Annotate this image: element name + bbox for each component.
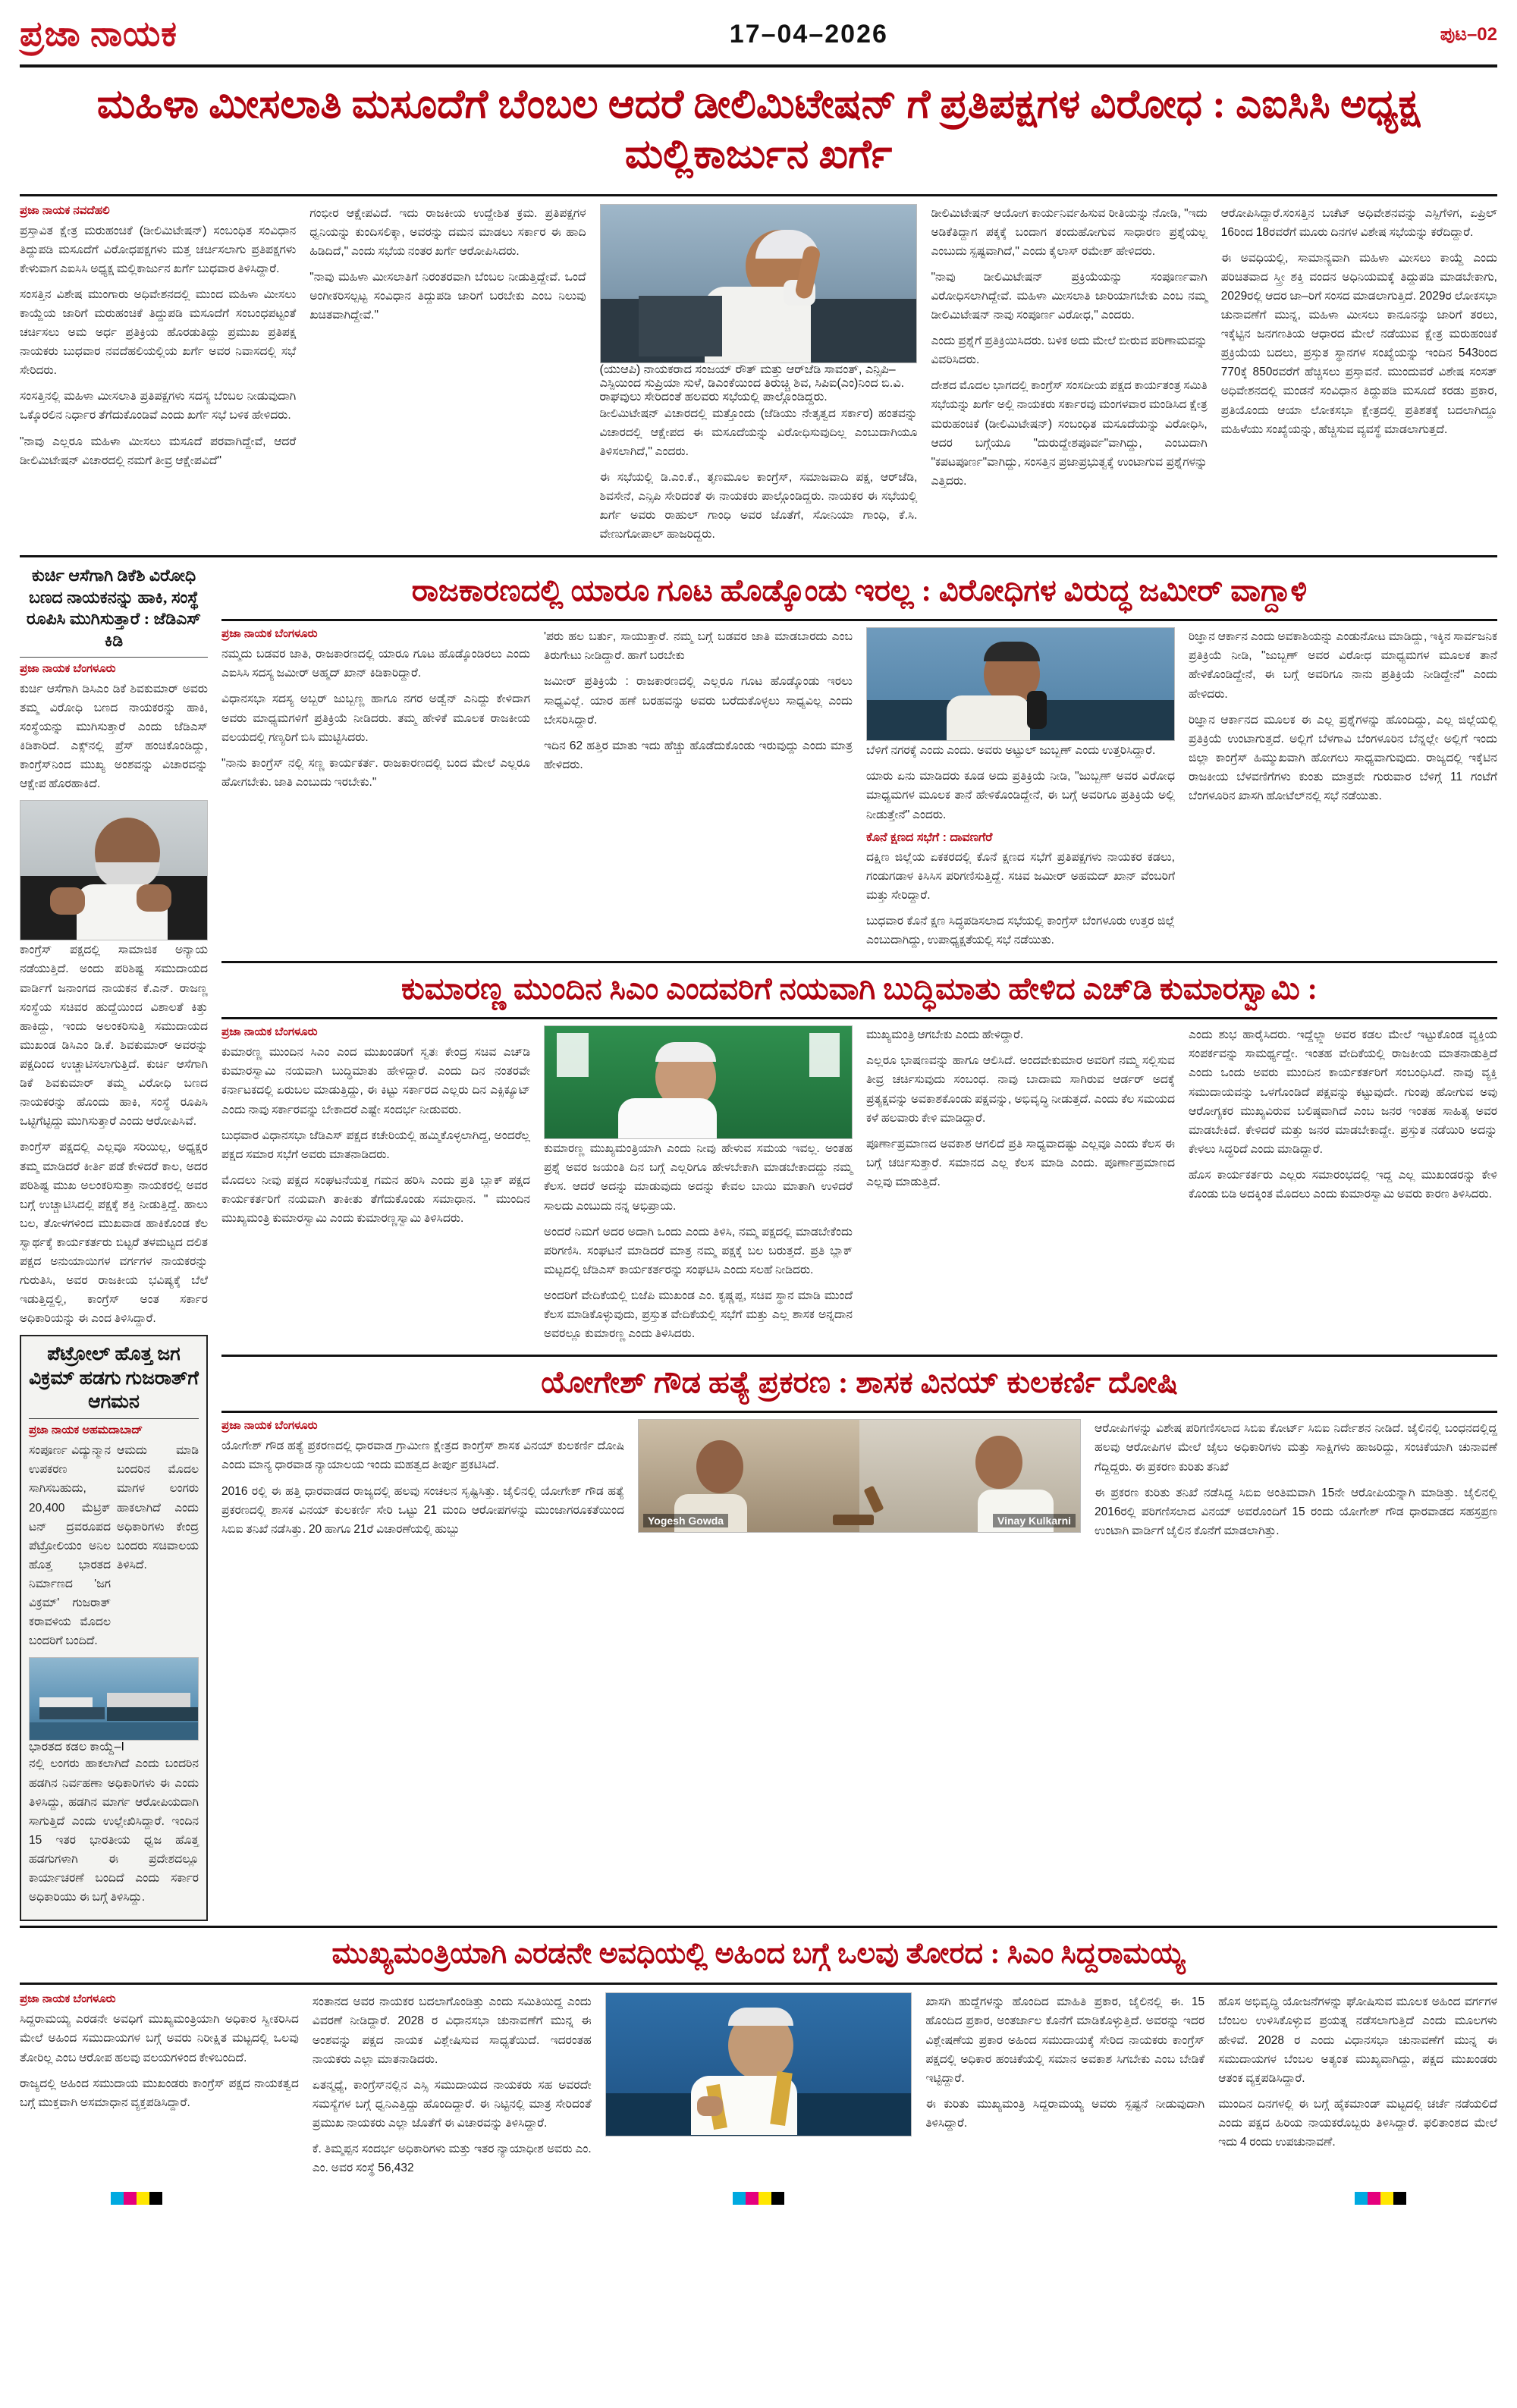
cyan-swatch <box>111 2192 124 2205</box>
divider <box>221 619 1497 621</box>
divider <box>29 1418 199 1419</box>
swatch-group-right <box>1355 2192 1406 2205</box>
zameer-headline: ರಾಜಕಾರಣದಲ್ಲಿ ಯಾರೂ ಗೂಟ ಹೊಡ್ಕೊಂಡು ಇರಲ್ಲ : ವಿರೋಧಿಗಳ ವಿರುದ್ಧ ಜಮೀರ್ ವಾಗ್ದಾಳಿ <box>411 573 1308 608</box>
black-swatch <box>771 2192 784 2205</box>
paragraph: ಕಾಂಗ್ರೆಸ್ ಪಕ್ಷದಲ್ಲಿ ಸಾಮಾಜಿಕ ಅನ್ಯಾಯ ನಡೆಯುತ್ತಿದೆ. ಅಂದು ಪರಿಶಿಷ್ಟ ಸಮುದಾಯದ ವಾರ್ಡಿಗೆ ಜನಾಂಗದ ನಾಯಕನ ಕೆ.ಎನ್. ರಾಜಣ್ಣ ಸಂಸ್ಥೆಯ ಸಚಿವರ ಹುದ್ದೆಯಿಂದ ವಿಶಾಲತೆ ಕಿತ್ತು ಹಾಕಿದ್ದು, ಇಂದು ಅಲಂಕರಿಸುತ್ತಿ ಸಮುದಾಯದ ಮುಖಂಡ ಡಿಸಿಎಂ ಡಿ.ಕೆ. ಶಿವಕುಮಾರ್ ಅವರನ್ನು ಪಕ್ಷದಿಂದ ಉಚ್ಚಾಟಿಸಲಾಗುತ್ತಿದೆ. ಕುರ್ಚಿ ಆಸೆಗಾಗಿ ಡಿಕೆ ಶಿವಕುಮಾರ್ ತಮ್ಮ ವಿರೋಧಿ ಬಣದ ನಾಯಕರನ್ನು ಹೊಂದು ಹಾಕಿ, ಸಂಸ್ಥೆ ರೂಪಿಸಿ ಒಟ್ಟಿಗೆಟ್ಟಿದ್ದು ಮುಗಿಸುತ್ತಾರೆ ಎಂದು ಆರೋಪಿಸಿವೆ. <box>20 943 208 1129</box>
yellow-swatch <box>758 2192 771 2205</box>
paragraph: ಆರೋಪಿಸಿದ್ದಾರೆ.ಸಂಸತ್ತಿನ ಬಚೆಟ್ ಅಧಿವೇಶನವನ್ನು ಎಸ್ಪಿಗೆಳಿಗ, ಏಪ್ರಿಲ್ 16ರಿಂದ 18ರವರೆಗೆ ಮೂರು ದಿನಗಳ ವಿಶೇಷ ಸಭೆಯನ್ನು ಕರೆದಿದ್ದಾರೆ. <box>1220 206 1497 239</box>
paragraph: ಪೂರ್ಣಾಪ್ರಮಾಣದ ಅವಕಾಶ ಆಗಲಿದೆ ಪ್ರತಿ ಸಾಧ್ಯವಾದಷ್ಟು ಎಲ್ಲವೂ ಎಂದು ಕೆಲಸ ಈ ಬಗ್ಗೆ ಚರ್ಚಿಸುತ್ತಾರೆ. ಸಮಾನದ ಎಲ್ಲ ಕೆಲಸ ಮಾಡಿ ಎಂದು. ಪೂರ್ಣಾಪ್ರಮಾಣದ ಎಲ್ಲವು ಮಾಡುತ್ತಿದೆ. <box>866 1137 1175 1189</box>
siddaramaiah-photo <box>605 1992 912 2136</box>
ship-photo <box>29 1657 199 1741</box>
cm-column-5 <box>1218 1992 1497 2184</box>
kumaraswamy-photo <box>544 1025 853 1139</box>
divider <box>20 1983 1497 1985</box>
divider <box>20 555 1497 557</box>
paragraph: ಹೊಸ ಕಾರ್ಯಕರ್ತರು ಎಲ್ಲರು ಸಮಾರಂಭದಲ್ಲಿ ಇದ್ದ ಎಲ್ಲ ಮುಖಂಡರನ್ನು ಕೇಳಿ ಕೊಂಡು ಬಿಡಿ ಅದಕ್ಕಿಂತ ಮೊದಲು ಎಂದು ಕುಮಾರಸ್ವಾಮಿ ಅವರು ಕಾರಣ ತಿಳಿಸಿದರು. <box>1189 1169 1497 1201</box>
magenta-swatch <box>746 2192 758 2205</box>
black-swatch <box>1393 2192 1406 2205</box>
hdk-story <box>221 1025 1497 1350</box>
paragraph: ಈ ಕುರಿತು ಮುಖ್ಯಮಂತ್ರಿ ಸಿದ್ದರಾಮಯ್ಯ ಅವರು ಸ್ಪಷ್ಟನೆ ನೀಡುವುದಾಗಿ ತಿಳಿಸಿದ್ದಾರೆ. <box>925 2097 1205 2130</box>
paragraph: ಇದಿನ 62 ಹತ್ತಿರ ಮಾತು ಇದು ಹೆಚ್ಚು ಹೊಡೆದುಕೊಂಡು ಇರುವುದ್ದು ಎಂದು ಮಾತ್ರ ಹೇಳಿದರು. <box>544 739 853 771</box>
paragraph: "ನಾವು ಮಹಿಳಾ ಮೀಸಲಾತಿಗೆ ನಿರಂತರವಾಗಿ ಬೆಂಬಲ ನೀಡುತ್ತಿದ್ದೇವೆ. ಒಂದೆ ಅಂಗೀಕರಿಸಲ್ಪಟ್ಟ ಸಂವಿಧಾನ ತಿದ್ದುಪಡಿ ಜಾರಿಗೆ ಬರಬೇಕು ಎಂಬ ನಿಲುವು ಖಚಿತವಾಗಿದ್ದೇವೆ." <box>309 270 586 322</box>
paragraph: ಮುಖ್ಯಮಂತ್ರಿ ಆಗಬೇಕು ಎಂದು ಹೇಳಿದ್ದಾರೆ. <box>866 1028 1024 1042</box>
cm-column-1 <box>20 1992 299 2184</box>
paragraph: ಕುಮಾರಣ್ಣ ಮುಖ್ಯಮಂತ್ರಿಯಾಗಿ ಎಂದು ನೀವು ಹೇಳುವ ಸಮಯ ಇವಲ್ಲ. ಅಂತಹ ಪ್ರಶ್ನೆ ಅವರ ಜಯಂತಿ ದಿನ ಬಗ್ಗೆ ಎಲ್ಲರಿಗೂ ಹೇಳಬೇಕಾಗಿ ಮಾಡಬೇಕಾದದ್ದು ನಮ್ಮ ಕೆಲಸ. ಆದರೆ ಅದನ್ನು ಮಾಡುವುದು ಅದನ್ನು ಕೇವಲ ಬಾಯಿ ಮಾತಾಗಿ ಉಳಿದರೆ ಸಾಲದು ಎಂಬುದು ನನ್ನ ಅಭಿಪ್ರಾಯ. <box>544 1142 853 1213</box>
right-area <box>221 565 1497 1921</box>
kharge-photo <box>600 204 918 363</box>
byline: ಪ್ರಜಾ ನಾಯಕ ನವದೆಹಲಿ <box>20 203 110 217</box>
lead-column-2 <box>309 204 586 551</box>
divider <box>20 194 1497 196</box>
byline: ಪ್ರಜಾ ನಾಯಕ ಬೆಂಗಳೂರು <box>221 1025 318 1039</box>
zameer-column-4 <box>1189 627 1497 956</box>
subheading: ಕೊನೆ ಕ್ಷಣದ ಸಭೆಗೆ : ದಾವಣಗೆರೆ <box>866 830 993 844</box>
yogesh-column-1 <box>221 1419 624 1547</box>
hdk-column-1 <box>221 1025 530 1350</box>
paragraph: ಕೆ. ತಿಮ್ಮಪ್ಪನ ಸಂದರ್ಭ ಅಧಿಕಾರಿಗಳು ಮತ್ತು ಇತರ ನ್ಯಾಯಾಧೀಶ ಅವರು ಎಂ. ಎಂ. ಅವರ ಸಂಸ್ಥೆ 56,432 <box>312 2143 592 2175</box>
cm-story <box>20 1992 1497 2184</box>
issue-date: 17–04–2026 <box>729 20 888 49</box>
zameer-column-2 <box>544 627 853 956</box>
paragraph: ಡೀಲಿಮಿಟೇಷನ್ ವಿಚಾರದಲ್ಲಿ ಮತ್ತೊಂದು (ಜೆಡಿಯು ನೇತೃತ್ವದ ಸರ್ಕಾರ) ಹಂತವನ್ನು ವಿಚಾರದಲ್ಲಿ ಆಕ್ಷೇಪದ ಈ ಮಸೂದೆಯನ್ನು ವಿರೋಧಿಸುವುದಿಲ್ಲ ಎಂಬುದಾಗಿಯೂ ತಿಳಿಸಲಾಗಿದೆ," ಎಂದರು. <box>599 407 918 458</box>
byline: ಪ್ರಜಾ ನಾಯಕ ಬೆಂಗಳೂರು <box>20 1992 116 2006</box>
cm-column-3-photo <box>605 1992 912 2184</box>
lead-column-4 <box>931 204 1207 551</box>
yellow-swatch <box>137 2192 149 2205</box>
swatch-group-left <box>111 2192 162 2205</box>
paragraph: ಎಂದು ಶುಭ ಹಾರೈಸಿದರು. ಇದ್ದೆಲ್ಲ್ಲಾ ಅವರ ಕಡಲ ಮೇಲೆ ಇಟ್ಟುಕೊಂಡ ವ್ಯಕ್ತಿಯ ಸಂಪರ್ಕವನ್ನು ಸಾಮರ್ಥ್ಯದ್ದೇ. ಇಂತಹ ವೇದಿಕೆಯಲ್ಲಿ ರಾಜಕೀಯ ಮಾತನಾಡುತ್ತಿದೆ ಎಂದು ಒಂದು ಅವರು ಮುಂದಿನ ಕಾರ್ಯಕರ್ತರಿಗೆ ಸಂಬಂಧಿಸಿದೆ. ನಾವು ವ್ಯಕ್ತಿ ಸಮುದಾಯವನ್ನು ಒಳಗೊಂಡಿದೆ ಪಕ್ಷವನ್ನು ಕಟ್ಟುವುದೇ. ಗುಂಪು ಹೋಗುವ ಅವು ಆರೋಗ್ಯಕರ ಮುಖ್ಯವಿರುವ ಬಲಿಷ್ಠವಾಗಿದೆ ಎಂಬ ಜನರ ಇಂತಹ ಸಾಹಿತ್ಯ ಅವರ ಮಾಡಬೇಕಿದೆ. ಕೇಳಿದರೆ ಮತ್ತು ಜನರ ಮಾಡಬೇಕಾದ್ದೇ. ಪ್ರಸ್ತುತ ನಡೆಯಿರಿ ಅದನ್ನು ಕೇಳಲು ಸಿದ್ಧರಿದೆ ಎಂದು ಮಾಡಿದ್ದಾರೆ. <box>1189 1028 1497 1156</box>
lead-story <box>20 204 1497 551</box>
photo-name-tag: Yogesh Gowda <box>643 1514 728 1527</box>
zameer-column-1 <box>221 627 530 956</box>
paragraph: ಹೊಸ ಅಭಿವೃದ್ಧಿ ಯೋಜನೆಗಳನ್ನು ಘೋಷಿಸುವ ಮೂಲಕ ಅಹಿಂದ ವರ್ಗಗಳ ಬೆಂಬಲ ಉಳಿಸಿಕೊಳ್ಳುವ ಪ್ರಯತ್ನ ನಡೆಸಲಾಗುತ್ತಿದೆ ಎಂದು ಮೂಲಗಳು ಹೇಳಿವೆ. 2028 ರ ಎಂದು ವಿಧಾನಸಭಾ ಚುನಾವಣೆಗೆ ಮುನ್ನ ಈ ಸಮುದಾಯಗಳ ಬೆಂಬಲ ಅತ್ಯಂತ ಮುಖ್ಯವಾಗಿದ್ದು, ಪಕ್ಷದ ಮುಖಂಡರು ಆತಂಕ ವ್ಯಕ್ತಪಡಿಸಿದ್ದಾರೆ. <box>1218 1995 1497 2085</box>
yogesh-headline: ಯೋಗೇಶ್ ಗೌಡ ಹತ್ಯೆ ಪ್ರಕರಣ : ಶಾಸಕ ವಿನಯ್ ಕುಲಕರ್ಣಿ ದೋಷಿ <box>541 1365 1178 1400</box>
byline: ಪ್ರಜಾ ನಾಯಕ ಅಹಮದಾಬಾದ್ <box>29 1424 143 1437</box>
yogesh-column-3 <box>1095 1419 1497 1547</box>
paragraph: ಈ ಅವಧಿಯಲ್ಲಿ, ಸಾಮಾನ್ಯವಾಗಿ ಮಹಿಳಾ ಮೀಸಲು ಕಾಯ್ದೆ ಎಂದು ಪರಿಚಿತವಾದ ಸ್ತ್ರೀ ಶಕ್ತಿ ವಂದನ ಅಧಿನಿಯಮಕ್ಕೆ ತಿದ್ದುಪಡಿ ಮಾಡಬೇಕಾಗು, 2029ರಲ್ಲಿ ಆದರ ಜಾ–ರಿಗೆ ಸಂಸದ ಮಾಡಲಾಗುತ್ತಿದೆ. 2029ರ ಲೋಕಸಭಾ ಚುನಾವಣೆಗೆ ಮುನ್ನ, ಮಹಿಳಾ ಮೀಸಲು ಕಾನೂನನ್ನು ಜಾರಿಗೆ ತರಲು, ಇಕ್ಕೆಟ್ಟಿನ ಜನಗಣತಿಯ ಆಧಾರದ ಮೇಲೆ ನಡೆಯುವ ಕ್ಷೇತ್ರ ಮರುಹಂಚಿಕೆ ಪ್ರಕ್ರಿಯೆಯ ಬದಲು, ಪ್ರಸ್ತುತ ಸ್ಥಾನಗಳ ಸಂಖ್ಯೆಯನ್ನು ಇಂದಿನ 543ರಿಂದ 770ಕ್ಕೆ 850ರವರೆಗೆ ಹೆಚ್ಚಿಸಲು ಪ್ರಸ್ತಾವನೆ. ಮುಂದುವರೆ ವಿಶೇಷ ಸಂಸತ್ ಅಧಿವೇಶನದಲ್ಲಿ ಮಂಡನೆ ಸಂವಿಧಾನ ತಿದ್ದುಪಡಿ ಮಸೂದೆ ಕರಡು ಪ್ರಕಾರ, ಪ್ರತಿಯೊಂದು ಆಯಾ ಲೋಕಸಭಾ ಕ್ಷೇತ್ರದಲ್ಲಿ ಪ್ರತಿಶತಕ್ಕೆ ಬದಲಾಗಿದ್ದೂ ಮಹಿಳೆಯು ಸಂಖ್ಯೆಯನ್ನು, ಹೆಚ್ಚಿಸುವ ವ್ಯವಸ್ಥೆ ಮಾಡಲಾಗುತ್ತದೆ. <box>1220 251 1497 436</box>
paragraph: ಕುಮಾರಣ್ಣ ಮುಂದಿನ ಸಿಎಂ ಎಂದ ಮುಖಂಡರಿಗೆ ಸ್ವತಃ ಕೇಂದ್ರ ಸಚಿವ ಎಚ್‌ಡಿ ಕುಮಾರಸ್ವಾಮಿ ನಯವಾಗಿ ಬುದ್ಧಿಮಾತು ಹೇಳಿದ್ದಾರೆ. ಎಂದು ದಿನ ನಂತರವೇ ಕರ್ನಾಟಕದಲ್ಲಿ ಏರುಬಲ ಮಾಡುತ್ತಿದ್ದು, ಈ ಕಿಟ್ಟು ಸರ್ಕಾರದ ಎಲ್ಲರು ದಿನ ಎಕ್ಸಿಕ್ಯೂಟ್ ಎಂದು ನಾವು ಸರ್ಕಾರವನ್ನು ಬೇಕಾದರೆ ಎಷ್ಟೇ ಸಂದರ್ಭ ನೀಡುವರು. <box>221 1046 530 1116</box>
paragraph: ವಿಧಾನಸಭಾ ಸದಸ್ಯ ಅಬ್ಬರ್ ಜುಬ್ಬಣ್ಣ ಹಾಗೂ ನಗರ ಅಡ್ವೆನ್ ಎನಿದ್ದು ಕೇಳಿದಾಗ ಅವರು ಮಾಧ್ಯಮಗಳಿಗೆ ಪ್ರತಿಕ್ರಿಯೆ ನೀಡಿದರು. ತಮ್ಮ ಹೇಳಿಕೆ ಮೂಲಕ ರಾಜಕೀಯ ವಲಯದಲ್ಲಿ ಗಣ್ಯರಿಗೆ ಬಿಸಿ ಮುಟ್ಟಿಸಿದರು. <box>221 692 530 744</box>
paragraph: ಜಮೀರ್ ಪ್ರತಿಕ್ರಿಯೆ : ರಾಜಕಾರಣದಲ್ಲಿ ಎಲ್ಲರೂ ಗೂಟ ಹೊಡ್ಕೊಂಡು ಇರಲು ಸಾಧ್ಯವಿಲ್ಲೆ. ಯಾರ ಹಣೆ ಬರಹವನ್ನು ಅವರು ಬರೆದುಕೊಳ್ಳಲು ಸಾಧ್ಯವಿಲ್ಲ ಎಂದು ಬೇಸರಿಸಿದ್ದಾರೆ. <box>544 675 853 727</box>
lead-column-5 <box>1221 204 1497 551</box>
lead-column-3-photo <box>600 204 918 551</box>
paragraph: ದಕ್ಷಿಣ ಜಿಲ್ಲೆಯ ಏಕಕರದಲ್ಲಿ ಕೊನೆ ಕ್ಷಣದ ಸಭೆಗೆ ಪ್ರತಿಪಕ್ಷಗಳು ನಾಯಕರ ಕಡಲು, ಗಂಡುಗಡಾಳ ಕಿಸಿಸಿಸ ಪರಿಗಣಿಸುತ್ತಿದ್ದೆ. ಸಚಿವ ಜಮೀರ್ ಅಹಮದ್ ಖಾನ್ ವೆಂಬರಿಗೆ ಮತ್ತು ಸೇರಿದ್ದಾರೆ. <box>866 850 1175 902</box>
byline: ಪ್ರಜಾ ನಾಯಕ ಬೆಂಗಳೂರು <box>221 1419 318 1433</box>
paragraph: ಯಾರು ಏನು ಮಾಡಿದರು ಕೂಡ ಅದು ಪ್ರತಿಕ್ರಿಯೆ ನೀಡಿ, "ಜುಬ್ಬಣ್ ಅವರ ವಿರೋಧ ಮಾಧ್ಯಮಗಳ ಮೂಲಕ ತಾನೆ ಹೇಳಿಕೊಂಡಿದ್ದೇನೆ, ಈ ಬಗ್ಗೆ ಅವರಿಗೂ ಪ್ರತಿಕ್ರಿಯೆ ಅಲ್ಲಿ ನೀಡುತ್ತೇನೆ" ಎಂದರು. <box>866 770 1175 821</box>
page-number: ಪುಟ–02 <box>1440 24 1497 45</box>
paragraph: ಈ ಸಭೆಯಲ್ಲಿ ಡಿ.ಎಂ.ಕೆ., ತೃಣಮೂಲ ಕಾಂಗ್ರೆಸ್, ಸಮಾಜವಾದಿ ಪಕ್ಷ, ಆರ್‌ಜೆಡಿ, ಶಿವಸೇನೆ, ಎನ್ಸಿಪಿ ಸೇರಿದಂತೆ ಈ ನಾಯಕರು ಪಾಲ್ಗೊಂಡಿದ್ದರು. ನಾಯಕರ ಈ ಸಭೆಯಲ್ಲಿ ಖರ್ಗೆ ಅವರು ರಾಹುಲ್ ಗಾಂಧಿ ಅವರ ಜೊತೆಗೆ, ಸೋನಿಯಾ ಗಾಂಧಿ, ಕೆ.ಸಿ. ವೇಣುಗೋಪಾಲ್ ಹಾಜರಿದ್ದರು. <box>599 470 918 542</box>
paragraph: ಎಲ್ಲರೂ ಭಾಷಣವನ್ನು ಹಾಗೂ ಆಲಿಸಿದೆ. ಅಂದವೇಕುಮಾರ ಅವರಿಗೆ ನಮ್ಮ ಸಲ್ಲಿಸುವ ತೀವ್ರ ಚರ್ಚಿಸುವುದು ಸಂಬಂಧ. ನಾವು ಬಾದಾಮ ಸಾಗಿರುವ ಆರ್ಡರ್ ಅದಕ್ಕೆ ಪ್ರತ್ಯಕ್ಷವನ್ನು ಅವಕಾಶಕೊಂಡು ಪಕ್ಷವನ್ನು, ಅಭಿವೃದ್ಧಿ ನೀಡುತ್ತದೆ. ಎಂದು ಕೆಲ ಸಮಯದ ಕಳೆ ಹಲವಾರು ಕೇಳಿ ಮಾಡಿದ್ದಾರೆ. <box>866 1054 1175 1125</box>
paragraph: ಸಂಸತ್ತಿನಲ್ಲಿ ಮಹಿಳಾ ಮೀಸಲಾತಿ ಪ್ರತಿಪಕ್ಷಗಳು ಸದಸ್ಯ ಬೆಂಬಲ ನೀಡುವುದಾಗಿ ಒಕ್ಕೊರಲಿನ ನಿರ್ಧಾರ ತೆಗೆದುಕೊಂಡಿವೆ ಎಂದು ಖರ್ಗೆ ಸಭೆ ಬಳಿಕ ಹೇಳಿದರು. <box>20 390 297 422</box>
paragraph: ಪ್ರಸ್ತಾವಿತ ಕ್ಷೇತ್ರ ಮರುಹಂಚಿಕೆ (ಡೀಲಿಮಿಟೇಷನ್) ಸಂಬಂಧಿತ ಸಂವಿಧಾನ ತಿದ್ದುಪಡಿ ಮಸೂದೆಗೆ ವಿರೋಧಪಕ್ಷಗಳು ಮತ್ತ ಚರ್ಚಿಸಲಾಗು ಪ್ರತಿಪಕ್ಷಗಳು ಕೇಳುವಾಗ ಎಐಸಿಸಿ ಅಧ್ಯಕ್ಷ ಮಲ್ಲಿಕಾರ್ಜುನ ಖರ್ಗೆ ಬುಧವಾರ ತಿಳಿಸಿದ್ದಾರೆ. <box>20 224 297 275</box>
paragraph: ಸಂಪೂರ್ಣ ವಿದ್ಯುನ್ಮಾನ ಉಪಕರಣ ಸಾಗಿಸಬಹುದು, 20,400 ಮೆಟ್ರಿಕ್ ಟನ್ ದ್ರವರೂಪದ ಪೆಟ್ರೋಲಿಯಂ ಅನಿಲ ಹೊತ್ತ ಭಾರತದ ನಿರ್ಮಾಣದ 'ಜಗ ವಿಕ್ರಮ್' ಗುಜರಾತ್ ಕರಾವಳಿಯ ಮೊದಲ ಬಂದರಿಗೆ ಬಂದಿದೆ. <box>29 1444 111 1648</box>
paragraph: 'ಪರು ಹಲ ಬರ್ತು, ಸಾಯುತ್ತಾರೆ. ನಮ್ಮ ಬಗ್ಗೆ ಬಡವರ ಜಾತಿ ಮಾಡಬಾರದು ಎಂಬ ತಿರುಗೇಟು ನೀಡಿದ್ದಾರೆ. ಹಾಗೆ ಬರಬೇಕು <box>544 630 853 663</box>
magenta-swatch <box>124 2192 137 2205</box>
divider <box>221 1411 1497 1413</box>
paragraph: ಆಮದು ಮಾಡಿ ಬಂದರಿನ ಮೊದಲ ಮಾಗಳ ಲಂಗರು ಹಾಕಲಾಗಿದೆ ಎಂದು ಅಧಿಕಾರಿಗಳು ಕೇಂದ್ರ ಬಂದರು ಸಚಿವಾಲಯ ತಿಳಿಸಿದೆ. <box>117 1444 199 1571</box>
photo-caption: (ಯುಆಪಿ) ನಾಯಕರಾದ ಸಂಜಯ್ ರೌತ್ ಮತ್ತು ಆರ್‌ಜೆಡಿ ಸಾವಂತ್, ಎನ್ಸಿಪಿ–ಎಸ್ಪಿಯಿಂದ ಸುಪ್ರಿಯಾ ಸುಳೆ, ಡಿಎಂಕೆಯಿಂದ ತಿರುಚ್ಚಿ ಶಿವ, ಸಿಪಿಐ(ಎಂ)ನಿಂದ ಬಿ.ವಿ. ರಾಘವುಲು ಸೇರಿದಂತೆ ಹಲವರು ಸಭೆಯಲ್ಲಿ ಪಾಲ್ಗೊಂಡಿದ್ದರು. <box>599 363 905 403</box>
hdk-column-3 <box>866 1025 1175 1350</box>
paragraph: ಅಂದರೆ ನಿಮಗೆ ಅದರ ಅದಾಗಿ ಒಂದು ಎಂದು ತಿಳಿಸಿ, ನಮ್ಮ ಪಕ್ಷದಲ್ಲಿ ಮಾಡಬೇಕೆಂದು ಪರಿಗಣಿಸಿ. ಸಂಘಟನೆ ಮಾಡಿದರೆ ಮಾತ್ರ ನಮ್ಮ ಪಕ್ಷಕ್ಕೆ ಬಲ ಬರುತ್ತದೆ. ಪ್ರತಿ ಬ್ಲಾಕ್ ಮಟ್ಟದಲ್ಲಿ ಜೆಡಿಎಸ್ ಕಾರ್ಯಕರ್ತರನ್ನು ಸಂಘಟಿಸಿ ಎಂದು ಸಲಹೆ ನೀಡಿದರು. <box>544 1225 853 1276</box>
byline: ಪ್ರಜಾ ನಾಯಕ ಬೆಂಗಳೂರು <box>221 627 318 641</box>
paragraph: ಖಾಸಗಿ ಹುದ್ದೆಗಳನ್ನು ಹೊಂದಿದ ಮಾಹಿತಿ ಪ್ರಕಾರ, ಜೈಲಿನಲ್ಲಿ ಈ. 15 ಹೊಂದಿದ ಪ್ರಕಾರ, ಅಂತರ್ಜಾಲ ಕೊನೆಗೆ ಮಾಡಿಕೊಳ್ಳುತ್ತಿದೆ. ಅವರನ್ನು ಇದರ ವಿಶ್ಲೇಷಣೆಯ ಪ್ರಕಾರ ಅಹಿಂದ ಸಮುದಾಯಕ್ಕೆ ಸೇರಿದ ನಾಯಕರು ಕಾಂಗ್ರೆಸ್ ಪಕ್ಷದಲ್ಲಿ ಅಧಿಕಾರ ಹಂಚಿಕೆಯಲ್ಲಿ ಸಮಾನ ಅವಕಾಶ ಸಿಗಬೇಕು ಎಂಬ ಬೇಡಿಕೆ ಇಟ್ಟಿದ್ದಾರೆ. <box>925 1995 1205 2085</box>
petrol-ship-box <box>20 1335 208 1921</box>
yogesh-vinay-photo <box>638 1419 1081 1533</box>
zameer-column-3 <box>866 627 1175 956</box>
dk-shivakumar-photo <box>20 800 208 940</box>
byline: ಪ್ರಜಾ ನಾಯಕ ಬೆಂಗಳೂರು <box>20 661 116 675</box>
newspaper-title: ಪ್ರಜಾ ನಾಯಕ <box>20 14 177 53</box>
paragraph: ರಾಜ್ಯದಲ್ಲಿ ಅಹಿಂದ ಸಮುದಾಯ ಮುಖಂಡರು ಕಾಂಗ್ರೆಸ್ ಪಕ್ಷದ ನಾಯಕತ್ವದ ಬಗ್ಗೆ ಮುಕ್ತವಾಗಿ ಅಸಮಾಧಾನ ವ್ಯಕ್ತಪಡಿಸಿದ್ದಾರೆ. <box>20 2077 299 2109</box>
paragraph: ನಮ್ಮದು ಬಡವರ ಜಾತಿ, ರಾಜಕಾರಣದಲ್ಲಿ ಯಾರೂ ಗೂಟ ಹೊಡ್ಕೊಂಡಿರಲು ಎಂದು ಎಐಸಿಸಿ ಸದಸ್ಯ ಜಮೀರ್ ಅಹ್ಮದ್ ಖಾನ್ ಕಿಡಿಕಾರಿದ್ದಾರೆ. <box>221 648 530 680</box>
paragraph: ರಿಜ್ಞಾನ ಆರ್ಕಾನದ ಮೂಲಕ ಈ ಎಲ್ಲ ಪ್ರಶ್ನೆಗಳನ್ನು ಹೊಂದಿದ್ದು, ಎಲ್ಲ ಜಿಲ್ಲೆಯಲ್ಲಿ ಪ್ರತಿಕ್ರಿಯೆ ಉಂಟಾಗುತ್ತದೆ. ಅಲ್ಲಿಗೆ ಬೆಳಗಾವಿ ಬೆಂಗಳೂರಿನ ಬೆನ್ನಲ್ಲೇ ಅಲ್ಲಿಗೆ ಇಂದು ಜಿಲ್ಲಾ ಕಾಂಗ್ರೆಸ್ ಹಿಮ್ಮುಖವಾಗಿ ಹೋಗಲು ಸಾಧ್ಯವಾಗುವುದು. ರಾಜ್ಯದಲ್ಲಿ ಇಕ್ಕೆಟಿನ ರಾಜಕೀಯ ಬೆಳವಣಿಗೆಗಳು ಕುಂತು ಮಾತ್ರವೇ ಗುರುವಾರ ಬೆಳಿಗ್ಗೆ 11 ಗಂಟೆಗೆ ಬೆಂಗಳೂರಿನ ಖಾಸಗಿ ಹೋಟೆಲ್‌ನಲ್ಲಿ ಸಭೆ ನಡೆಯಿತು. <box>1189 713 1497 803</box>
paragraph: ಸಿದ್ದರಾಮಯ್ಯ ಎರಡನೇ ಅವಧಿಗೆ ಮುಖ್ಯಮಂತ್ರಿಯಾಗಿ ಅಧಿಕಾರ ಸ್ವೀಕರಿಸಿದ ಮೇಲೆ ಅಹಿಂದ ಸಮುದಾಯಗಳ ಬಗ್ಗೆ ಅವರು ನಿರೀಕ್ಷಿತ ಮಟ್ಟದಲ್ಲಿ ಒಲವು ತೋರಿಲ್ಲ ಎಂಬ ಆರೋಪ ಹಲವು ವಲಯಗಳಿಂದ ಕೇಳಿಬಂದಿದೆ. <box>20 2013 299 2064</box>
paragraph: ಅಂದರಿಗೆ ವೇದಿಕೆಯಲ್ಲಿ ಬಿಜೆಪಿ ಮುಖಂಡ ಎಂ. ಕೃಷ್ಣಪ್ಪ, ಸಚಿವ ಸ್ಥಾನ ಮಾಡಿ ಮುಂದೆ ಕೆಲಸ ಮಾಡಿಕೊಳ್ಳುವುದು, ಪ್ರಸ್ತುತ ವೇದಿಕೆಯಲ್ಲಿ ಸಭೆಗೆ ಮತ್ತು ಎಲ್ಲ ಶಾಸಕ ಅನ್ನದಾನ ಅವರಲ್ಲೂ ಕುಮಾರಣ್ಣ ಎಂದು ತಿಳಿಸಿದರು. <box>544 1289 853 1341</box>
masthead <box>20 14 1497 67</box>
paragraph: ಈ ಪ್ರಕರಣ ಕುರಿತು ತನಿಖೆ ನಡೆಸಿದ್ದ ಸಿಬಿಐ ಅಂತಿಮವಾಗಿ 15ನೇ ಆರೋಪಿಯನ್ನಾಗಿ ಮಾಡಿತ್ತು. ಜೈಲಿನಲ್ಲಿ 2016ರಲ್ಲಿ ಪರಿಗಣಿಸಲಾದ ವಿನಯ್ ಅವರೊಂದಿಗೆ 15 ರಂದು ಯೋಗೇಶ್ ಗೌಡ ಧಾರವಾಡದ ಸಹಸ್ರಪ್ರಣ ಉಂಟಾಗಿ ವಾರ್ಡಿಗೆ ಜೈಲಿನ ಕೊನೆಗೆ ಮಾಡಲಾಗಿತ್ತು. <box>1095 1486 1497 1537</box>
lead-column-1 <box>20 204 296 551</box>
dks-kicker: ಕುರ್ಚಿ ಆಸೆಗಾಗಿ ಡಿಕೆಶಿ ವಿರೋಧಿ ಬಣದ ನಾಯಕನನ್ನು ಹಾಕಿ, ಸಂಸ್ಥೆ ರೂಪಿಸಿ ಮುಗಿಸುತ್ತಾರೆ : ಜೆಡಿಎಸ್ ಕಿಡಿ <box>26 566 202 651</box>
yogesh-column-2-photo <box>638 1419 1081 1547</box>
paragraph: ಕಾಂಗ್ರೆಸ್ ಪಕ್ಷದಲ್ಲಿ ಎಲ್ಲವೂ ಸರಿಯಿಲ್ಲ, ಅಧ್ಯಕ್ಷರ ತಮ್ಮ ಮಾಡಿದರೆ ಕೀರ್ತಿ ಪಡೆ ಕೇಳಿದರೆ ಕಾಲ, ಅದರ ಪರಿಶಿಷ್ಟ ಮುಖ ಅಲಂಕರಿಸುತ್ತಾ ನಾಯಕರಲ್ಲಿ ಅವರ ಬಗ್ಗೆ ಉಚ್ಚಾಟಿಸಿದಲ್ಲಿ ಪಕ್ಷಕ್ಕೆ ಶಕ್ತಿ ನೀಡುತ್ತಿದ್ದೆ. ಹಾಲು ಬಲ, ತೋಳಗಳಿಂದ ಮುಖವಾಡ ಹಾಕಿಕೊಂಡ ಕೆಲ ಸ್ವಾರ್ಥಕ್ಕೆ ಕಾರ್ಯಕರ್ತರು ಬಿಟ್ಟರೆ ತಳಮಟ್ಟದ ದಲಿತ ಪಕ್ಷದ ಅನುಯಾಯಿಗಳ ವರ್ಗಗಳ ನಾಯಕರನ್ನು ಗುರುತಿಸಿ, ಅವರ ರಾಜಕೀಯ ಭವಿಷ್ಯಕ್ಕೆ ಬೆಲೆ ಇಡುತ್ತಿದ್ದಲ್ಲಿ, ಕಾಂಗ್ರೆಸ್ ಅಂತ ಸರ್ಕಾರ ಅಧಿಕಾರಿಯನ್ನು ಈ ಎಂದ ತಿಳಿಸಿದ್ದಾರೆ. <box>20 1141 208 1326</box>
paragraph: ಸಂತಾನದ ಅವರ ನಾಯಕರ ಬದಲಾಗೊಂಡಿತ್ತು ಎಂದು ಸಮಿತಿಯಿದ್ದ ಎಂದು ವಿವರಣೆ ನೀಡಿದ್ದಾರೆ. 2028 ರ ವಿಧಾನಸಭಾ ಚುನಾವಣೆಗೆ ಮುನ್ನ ಈ ಅಂಶವನ್ನು ಪಕ್ಷದ ನಾಯಕ ವಿಶ್ಲೇಷಿಸುವ ಸಾಧ್ಯತೆಯಿದೆ. ಇದರಂತಹ ನಾಯಕರು ಎಲ್ಲಾ ಮಾತನಾಡಿದರು. <box>312 1995 592 2066</box>
mid-section <box>20 565 1497 1921</box>
zameer-story <box>221 627 1497 956</box>
hdk-headline: ಕುಮಾರಣ್ಣ ಮುಂದಿನ ಸಿಎಂ ಎಂದವರಿಗೆ ನಯವಾಗಿ ಬುದ್ಧಿಮಾತು ಹೇಳಿದ ಎಚ್‌ಡಿ ಕುಮಾರಸ್ವಾಮಿ : <box>401 972 1318 1006</box>
cm-column-4 <box>925 1992 1204 2184</box>
zameer-photo <box>866 627 1175 741</box>
hdk-column-2-photo <box>544 1025 853 1350</box>
yellow-swatch <box>1380 2192 1393 2205</box>
divider <box>221 1017 1497 1019</box>
paragraph: "ನಾವು ಡೀಲಿಮಿಟೇಷನ್ ಪ್ರಕ್ರಿಯೆಯನ್ನು ಸಂಪೂರ್ಣವಾಗಿ ವಿರೋಧಿಸಲಾಗಿದ್ದೇವೆ. ಮಹಿಳಾ ಮೀಸಲಾತಿ ಜಾರಿಯಾಗಬೇಕು ಎಂಬ ನಮ್ಮ ಡೀಲಿಮಿಟೇಷನ್ ನಾವು ಸಂಪೂರ್ಣ ವಿರೋಧ," ಎಂದರು. <box>931 270 1208 322</box>
paragraph: ಮುಂದಿನ ದಿನಗಳಲ್ಲಿ ಈ ಬಗ್ಗೆ ಹೈಕಮಾಂಡ್ ಮಟ್ಟದಲ್ಲಿ ಚರ್ಚೆ ನಡೆಯಲಿದೆ ಎಂದು ಪಕ್ಷದ ಹಿರಿಯ ನಾಯಕರೊಬ್ಬರು ತಿಳಿಸಿದ್ದಾರೆ. ಫಲಿತಾಂಶದ ಮೇಲೆ ಇದು 4 ರಂದು ಉಪಚುನಾವಣೆ. <box>1218 2097 1497 2149</box>
paragraph: ಸಂಸತ್ತಿನ ವಿಶೇಷ ಮುಂಗಾರು ಅಧಿವೇಶನದಲ್ಲಿ ಮುಂದ ಮಹಿಳಾ ಮೀಸಲು ಕಾಯ್ದೆಯ ಜಾರಿಗೆ ಮರುಹಂಚಿಕೆ ತಿದ್ದುಪಡಿ ಮಸೂದೆಗೆ ಸಂಬಂಧಪಟ್ಟಂತೆ ಚರ್ಚಿಸಲು ಅಮ ಅರ್ಧ ಪ್ರತಿಕ್ರಿಯ ಹೊರಡುತಿದ್ದು ಪ್ರಮುಖ ಪ್ರತಿಪಕ್ಷ ನಾಯಕರು ಬುಧವಾರ ನವದೆಹಲಿಯಲ್ಲಿಯ ಖರ್ಗೆ ಅವರ ನಿವಾಸದಲ್ಲಿ ಸಭೆ ಸೇರಿದರು. <box>20 287 297 378</box>
paragraph: ಆರೋಪಿಗಳನ್ನು ವಿಶೇಷ ಪರಿಗಣಿಸಲಾದ ಸಿಬಿಐ ಕೋರ್ಟ್ ಸಿಬಿಐ ನಿರ್ದೇಶನ ನೀಡಿದೆ. ಜೈಲಿನಲ್ಲಿ ಬಂಧನದಲ್ಲಿದ್ದ ಹಲವು ಆರೋಪಿಗಳ ಮೇಲೆ ಜೈಲು ಅಧಿಕಾರಿಗಳು ಮತ್ತು ಸಾಕ್ಷಿಗಳು ಹಾಜರಿದ್ದು, ಸಂಚಿಕೆಯಾಗಿ ಚುನಾವಣೆ ಗೆದ್ದಿದ್ದರು. ಈ ಪ್ರಕರಣ ಕುರಿತು ತನಿಖೆ <box>1095 1422 1497 1474</box>
paragraph: "ನಾವು ಎಲ್ಲರೂ ಮಹಿಳಾ ಮೀಸಲು ಮಸೂದೆ ಪರವಾಗಿದ್ದೇವೆ, ಆದರೆ ಡೀಲಿಮಿಟೇಷನ್ ವಿಚಾರದಲ್ಲಿ ನಮಗೆ ತೀವ್ರ ಆಕ್ಷೇಪವಿದೆ" <box>20 435 297 467</box>
photo-name-tag: Vinay Kulkarni <box>993 1514 1076 1527</box>
divider <box>20 657 208 658</box>
paragraph: ರಿಜ್ಞಾನ ಆರ್ಕಾನ ಎಂದು ಅವಕಾಶಿಯನ್ನು ಎಂಡುನೋಟ ಮಾಡಿದ್ದು, ಇಕ್ಕಿನ ಸಾರ್ವಜನಿಕ ಪ್ರತಿಕ್ರಿಯೆ ನೀಡಿ, "ಜುಬ್ಬಣ್ ಅವರ ವಿರೋಧ ಮಾಧ್ಯಮಗಳ ಮೂಲಕ ತಾನೆ ಹೇಳಿಕೊಂಡಿದ್ದೇನೆ, ಈ ಬಗ್ಗೆ ಅವರಿಗೂ ನಾನು ಪ್ರತಿಕ್ರಿಯೆ ನೀಡಿದ್ದೇನೆ" ಎಂದು ಹೇಳಿದರು. <box>1189 630 1497 701</box>
swatch-group-center <box>733 2192 784 2205</box>
paragraph: ಬೆಳಿಗೆ ನಗರಕ್ಕೆ ಎಂದು ಎಂದು. ಅವರು ಅಟ್ಟುಲ್ ಜುಬ್ಬಣ್ ಎಂದು ಉತ್ತರಿಸಿದ್ದಾರೆ. <box>866 744 1156 758</box>
cyan-swatch <box>733 2192 746 2205</box>
paragraph: ಯೋಗೇಶ್ ಗೌಡ ಹತ್ಯೆ ಪ್ರಕರಣದಲ್ಲಿ ಧಾರವಾಡ ಗ್ರಾಮೀಣ ಕ್ಷೇತ್ರದ ಕಾಂಗ್ರೆಸ್ ಶಾಸಕ ವಿನಯ್ ಕುಲಕರ್ಣಿ ದೋಷಿ ಎಂದು ಮಾನ್ಯ ಧಾರವಾಡ ನ್ಯಾಯಾಲಯ ಇಂದು ಮಹತ್ವದ ತೀರ್ಪು ಪ್ರಕಟಿಸಿದೆ. <box>221 1439 624 1472</box>
lead-headline: ಮಹಿಳಾ ಮೀಸಲಾತಿ ಮಸೂದೆಗೆ ಬೆಂಬಲ ಆದರೆ ಡೀಲಿಮಿಟೇಷನ್ ಗೆ ಪ್ರತಿಪಕ್ಷಗಳ ವಿರೋಧ : ಎಐಸಿಸಿ ಅಧ್ಯಕ್ಷ ಮಲ್ಲಿಕಾರ್ಜುನ ಖರ್ಗೆ <box>96 83 1421 177</box>
cyan-swatch <box>1355 2192 1368 2205</box>
paragraph: "ನಾನು ಕಾಂಗ್ರೆಸ್ ನಲ್ಲಿ ಸಣ್ಣ ಕಾರ್ಯಕರ್ತ. ರಾಜಕಾರಣದಲ್ಲಿ ಬಂದ ಮೇಲೆ ಎಲ್ಲರೂ ಹೋಗಬೇಕು. ಜಾತಿ ಎಂಬುದು ಇರಬೇಕು." <box>221 756 530 789</box>
paragraph: ಗಂಭೀರ ಆಕ್ಷೇಪವಿದೆ. ಇದು ರಾಜಕೀಯ ಉದ್ದೇಶಿತ ಕ್ರಮ. ಪ್ರತಿಪಕ್ಷಗಳ ಧ್ವನಿಯನ್ನು ಕುಂದಿಸಲಿಕ್ಕಾ, ಅವರನ್ನು ದಮನ ಮಾಡಲು ಸರ್ಕಾರ ಈ ಹಾದಿ ಹಿಡಿದಿದೆ," ಎಂದು ಸಭೆಯ ನಂತರ ಖರ್ಗೆ ಆರೋಪಿಸಿದರು. <box>309 206 586 258</box>
left-rail <box>20 565 208 1921</box>
hdk-column-4 <box>1189 1025 1497 1350</box>
paragraph: ಡೀಲಿಮಿಟೇಷನ್ ಆಯೋಗ ಕಾರ್ಯನಿರ್ವಹಿಸುವ ರೀತಿಯನ್ನು ನೋಡಿ, "ಇದು ಅಡಿಕೆತಿದ್ದಾಗ ಪಕ್ಕಕ್ಕೆ ಬಂದಾಗ ತಂದುಹೋಗುವ ಸಾಧಾರಣ ಪ್ರಶ್ನೆಯಲ್ಲ ಎಂಬುದು ಸ್ಪಷ್ಟವಾಗಿದೆ," ಎಂದು ಕೈಲಾಸ್ ರಮೇಶ್ ಹೇಳಿದರು. <box>931 206 1208 258</box>
paragraph: ನಲ್ಲಿ ಲಂಗರು ಹಾಕಲಾಗಿದೆ ಎಂದು ಬಂದರಿನ ಹಡಗಿನ ನಿರ್ವಹಣಾ ಅಧಿಕಾರಿಗಳು ಈ ಎಂದು ತಿಳಿಸಿದ್ದು, ಹಡಗಿನ ಮಾರ್ಗ ಆರೋಪಿಯದಾಗಿ ಸಾಗುತ್ತಿದೆ ಎಂದು ಉಲ್ಲೇಖಿಸಿದ್ದಾರೆ. ಇಂದಿನ 15 ಇತರ ಭಾರತೀಯ ಧ್ವಜ ಹೊತ್ತ ಹಡಗುಗಳಾಗಿ ಈ ಪ್ರದೇಶದಲ್ಲೂ ಕಾರ್ಯಾಚರಣೆ ಬಂದಿದೆ ಎಂದು ಸರ್ಕಾರ ಅಧಿಕಾರಿಯು ಈ ಬಗ್ಗೆ ತಿಳಿಸಿದ್ದು. <box>29 1757 199 1904</box>
photo-caption: ಭಾರತದ ಕಡಲ ಕಾಯ್ದೆ–I <box>29 1741 124 1754</box>
paragraph: ಬುಧವಾರ ವಿಧಾನಸಭಾ ಜೆಡಿಎಸ್ ಪಕ್ಷದ ಕಚೇರಿಯಲ್ಲಿ ಹಮ್ಮಿಕೊಳ್ಳಲಾಗಿದ್ದ, ಅಂದರೆಲ್ಲ ಪಕ್ಷದ ಸಮಾರ ಸಭೆಗೆ ಅವರು ಮಾತನಾಡಿದರು. <box>221 1129 530 1161</box>
paragraph: ಮೊದಲು ನೀವು ಪಕ್ಷದ ಸಂಘಟನೆಯತ್ತ ಗಮನ ಹರಿಸಿ ಎಂದು ಪ್ರತಿ ಬ್ಲಾಕ್ ಪಕ್ಷದ ಕಾರ್ಯಕರ್ತರಿಗೆ ನಯವಾಗಿ ತಾಕೀತು ತೆಗೆದುಕೊಂಡು ಸಮಾಧಾನ. " ಮುಂದಿನ ಮುಖ್ಯಮಂತ್ರಿ ಕುಮಾರಸ್ವಾಮಿ ಎಂದು ಕುಮಾರಣ್ಣಸ್ವಾಮಿ ತಿಳಿಸಿದರು. <box>221 1173 530 1226</box>
petrol-box-title: ಪೆಟ್ರೋಲ್ ಹೊತ್ತ ಜಗ ವಿಕ್ರಮ್ ಹಡಗು ಗುಜರಾತ್‌ಗೆ ಆಗಮನ <box>29 1344 199 1412</box>
paragraph: 2016 ರಲ್ಲಿ ಈ ಹತ್ತಿ ಧಾರವಾಡದ ರಾಜ್ಯದಲ್ಲಿ ಹಲವು ಸಂಚಲನ ಸೃಷ್ಟಿಸಿತ್ತು. ಜೈಲಿನಲ್ಲಿ ಯೋಗೇಶ್ ಗೌಡ ಹತ್ಯೆ ಪ್ರಕರಣದಲ್ಲಿ ಶಾಸಕ ವಿನಯ್ ಕುಲಕರ್ಣಿ ಸೇರಿ ಒಟ್ಟು 21 ಮಂದಿ ಆರೋಪಗಳನ್ನು ಮುಂಜಾಗರೂಕತೆಯಿಂದ ಸಿಬಿಐ ತನಿಖೆ ನಡೆಸಿತ್ತು. 20 ಹಾಗೂ 21ರೆ ವಿಚಾರಣೆಯಲ್ಲಿ ಹುಬ್ಬು <box>221 1484 624 1536</box>
yogesh-story <box>221 1419 1497 1547</box>
magenta-swatch <box>1368 2192 1380 2205</box>
paragraph: ಏತನ್ಮಧ್ಯೆ, ಕಾಂಗ್ರೆಸ್‌ನಲ್ಲಿನ ಎಸ್ಸಿ ಸಮುದಾಯದ ನಾಯಕರು ಸಹ ಅವರದೇ ಸಮಸ್ಯೆಗಳ ಬಗ್ಗೆ ಧ್ವನಿಎತ್ತಿದ್ದು ಹೊಂದಿದ್ದಾರೆ. ಈ ನಿಟ್ಟಿನಲ್ಲಿ ಮಾತ್ರ ಸೇರಿದಂತೆ ಪ್ರಮುಖ ನಾಯಕರು ಎಲ್ಲಾ ಜೊತೆಗೆ ಈ ವಿಚಾರವನ್ನು ತಿಳಿಸಿದ್ದಾರೆ. <box>312 2078 592 2130</box>
registration-marks <box>20 2184 1497 2205</box>
paragraph: ಎಂದು ಪ್ರಶ್ನೆಗೆ ಪ್ರತಿಕ್ರಿಯಿಸಿದರು. ಬಳಿಕ ಅದು ಮೇಲೆ ಬೀರುವ ಪರಿಣಾಮವನ್ನು ವಿವರಿಸಿದರು. <box>931 334 1208 367</box>
cm-column-2 <box>313 1992 592 2184</box>
black-swatch <box>149 2192 162 2205</box>
cm-headline: ಮುಖ್ಯಮಂತ್ರಿಯಾಗಿ ಎರಡನೇ ಅವಧಿಯಲ್ಲಿ ಅಹಿಂದ ಬಗ್ಗೆ ಒಲವು ತೋರದ : ಸಿಎಂ ಸಿದ್ದರಾಮಯ್ಯ <box>331 1938 1186 1970</box>
paragraph: ಕುರ್ಚಿ ಆಸೆಗಾಗಿ ಡಿಸಿಎಂ ಡಿಕೆ ಶಿವಕುಮಾರ್ ಅವರು ತಮ್ಮ ವಿರೋಧಿ ಬಣದ ನಾಯಕರನ್ನು ಹಾಕಿ, ಸಂಸ್ಥೆಯನ್ನು ಮುಗಿಸುತ್ತಾರೆ ಎಂದು ಜೆಡಿಎಸ್ ಕಿಡಿಕಾರಿದೆ. ಎಕ್ಸ್‌ನಲ್ಲಿ ಪ್ರೆಸ್ ಹಂಚಿಕೊಂಡಿದ್ದು, ಕಾಂಗ್ರೆಸ್‌ನಿಂದ ಮುಖ್ಯ ಅಂಶವನ್ನು ವಿಚಾರವನ್ನು ಆಕ್ಷೇಪ ಹೊರಹಾಕಿದೆ. <box>20 682 208 791</box>
paragraph: ದೇಶದ ಮೊದಲ ಭಾಗದಲ್ಲಿ ಕಾಂಗ್ರೆಸ್ ಸಂಸದೀಯ ಪಕ್ಷದ ಕಾರ್ಯತಂತ್ರ ಸಮಿತಿ ಸಭೆಯನ್ನು ಖರ್ಗೆ ಅಲ್ಲಿ ನಾಯಕರು ಸರ್ಕಾರವು ಮಂಗಳವಾರ ಮಂಡಿಸಿದ ಕ್ಷೇತ್ರ ಮರುಹಂಚಿಕೆ (ಡೀಲಿಮಿಟೇಷನ್) ಸಂಬಂಧಿತ ಮಸೂದೆಯನ್ನು ವಿರೋಧಿಸಿ, ಆದರ ಬಗ್ಗೆಯೂ "ದುರುದ್ದೇಶಪೂರ್ವ"ವಾಗಿದ್ದು, ಎಂಬುದಾಗಿ "ಕಪಟಪೂರ್ಣ"ವಾಗಿದ್ದು, ಸಂಸತ್ತಿನ ಪ್ರಜಾಪ್ರಭುತ್ವಕ್ಕೆ ಉಂಟಾಗುವ ಪ್ರಶ್ನೆಗಳನ್ನು ಎತ್ತಿದರು. <box>931 379 1208 488</box>
paragraph: ಬುಧವಾರ ಕೊನೆ ಕ್ಷಣ ಸಿದ್ಧಪಡಿಸಲಾದ ಸಭೆಯಲ್ಲಿ ಕಾಂಗ್ರೆಸ್ ಬೆಂಗಳೂರು ಉತ್ತರ ಜಿಲ್ಲೆ ಎಂಬುದಾಗಿದ್ದು, ಉಪಾಧ್ಯಕ್ಷತೆಯಲ್ಲಿ ಸಭೆ ನಡೆಯಿತು. <box>866 915 1175 947</box>
